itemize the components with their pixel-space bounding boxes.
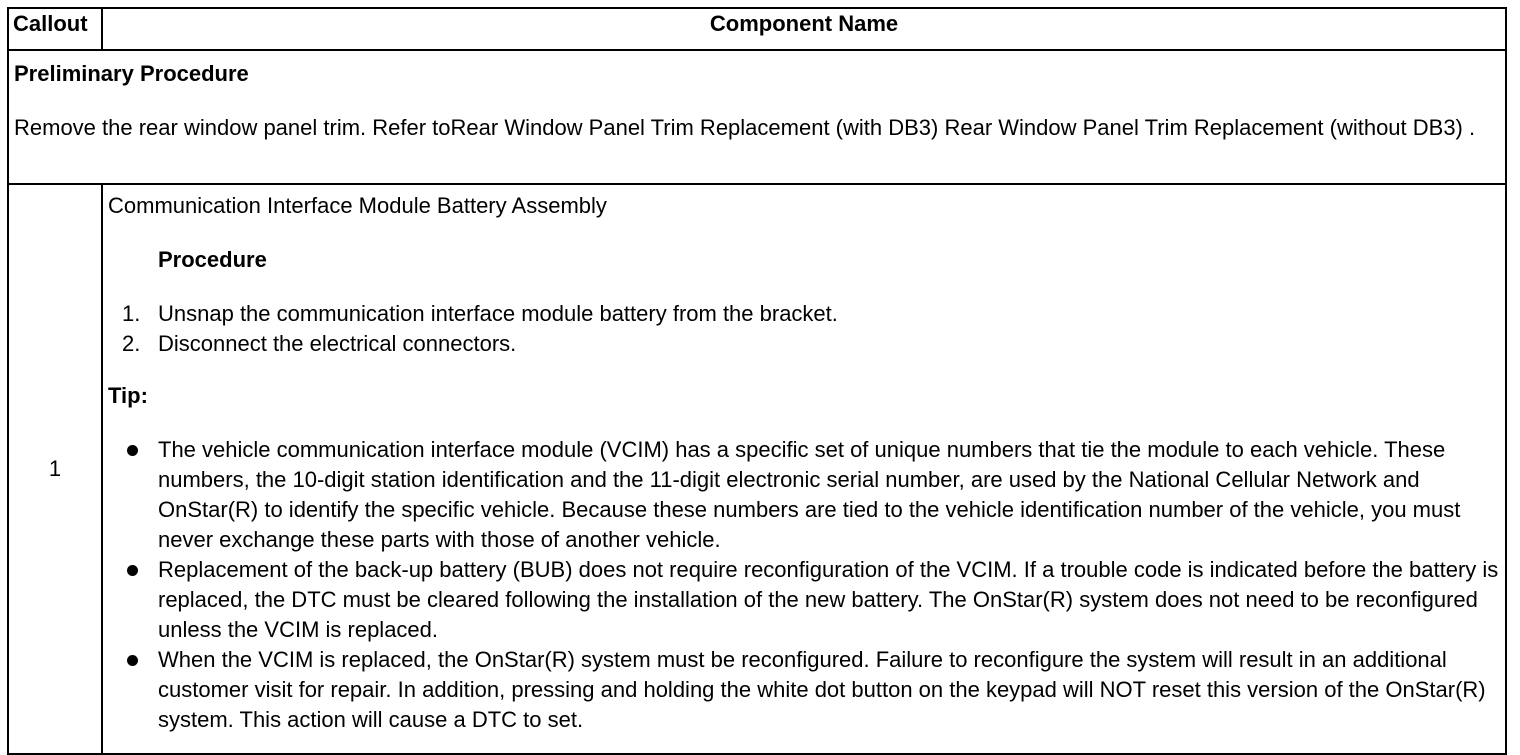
callout-number: 1 — [8, 184, 102, 754]
header-callout: Callout — [8, 8, 102, 50]
header-component-name: Component Name — [102, 8, 1506, 50]
step-text: Unsnap the communication interface module battery from the bracket. — [158, 301, 838, 326]
bullet-icon — [127, 565, 138, 576]
tip-text: Replacement of the back-up battery (BUB) does not require reconfiguration of the VCIM. If a trouble code is indicated before the battery is replaced, the DTC must be cleared following the installation of the new battery. The OnStar(R) system does not need to be reconfigured unless the VCIM is replaced. — [158, 557, 1499, 642]
list-item — [108, 645, 1499, 735]
component-table — [7, 7, 1507, 755]
table-row — [8, 184, 1506, 754]
tip-text: When the VCIM is replaced, the OnStar(R) system must be reconfigured. Failure to reconfigure the system will result in an additional customer visit for repair. In addition, pressing and holding the white dot button on the keypad will NOT reset this version of the OnStar(R) system. This action will cause a DTC to set. — [158, 647, 1486, 732]
step-number: 2. — [122, 331, 141, 356]
preliminary-title: Preliminary Procedure — [14, 61, 249, 86]
tip-heading: Tip: — [108, 383, 148, 408]
tip-list — [108, 435, 1499, 735]
preliminary-text: Remove the rear window panel trim. Refer toRear Window Panel Trim Replacement (with DB3) Rear Window Panel Trim Replacement (without DB3) . — [14, 115, 1476, 140]
component-name: Communication Interface Module Battery Assembly — [108, 193, 607, 218]
step-text: Disconnect the electrical connectors. — [158, 331, 517, 356]
procedure-steps — [108, 299, 1499, 359]
procedure-heading: Procedure — [158, 247, 267, 272]
step-number: 1. — [122, 301, 141, 326]
list-item — [108, 435, 1499, 555]
list-item — [108, 329, 1499, 359]
preliminary-cell — [8, 50, 1506, 184]
header-row — [8, 8, 1506, 50]
tip-text: The vehicle communication interface module (VCIM) has a specific set of unique numbers that tie the module to each vehicle. These numbers, the 10-digit station identification and the 11-digit electronic serial number, are used by the National Cellular Network and OnStar(R) to identify the specific vehicle. Because these numbers are tied to the vehicle identification number of the vehicle, you must never exchange these parts with those of another vehicle. — [158, 437, 1461, 552]
preliminary-row — [8, 50, 1506, 184]
bullet-icon — [127, 655, 138, 666]
bullet-icon — [127, 445, 138, 456]
component-cell — [102, 184, 1506, 754]
list-item — [108, 555, 1499, 645]
list-item — [108, 299, 1499, 329]
